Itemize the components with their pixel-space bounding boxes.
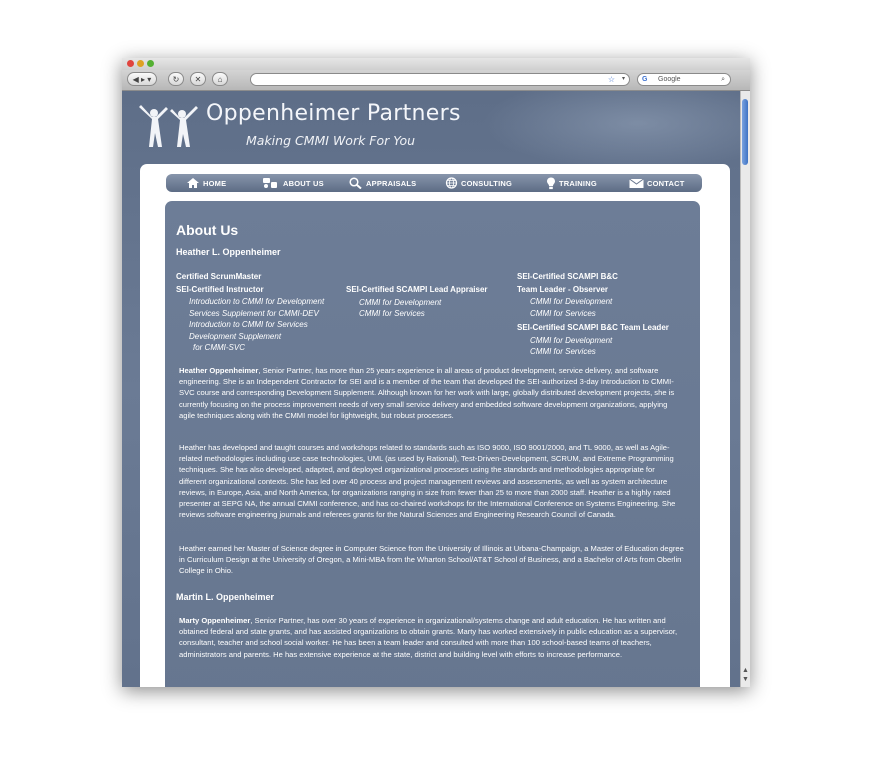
magnifier-small-icon[interactable]: ⌕ [721,76,725,83]
certifications-col-1 [176,271,346,354]
nav-about-us[interactable] [262,174,324,192]
minimize-window-button[interactable] [137,60,144,67]
magnifier-icon [349,177,363,189]
nav-home[interactable] [186,174,226,192]
cert-model-item: CMMI for Development [359,297,442,307]
globe-icon [445,177,458,189]
browser-toolbar [122,70,750,91]
cert-scampi-bc-leader: SEI-Certified SCAMPI B&C Team Leader [517,323,669,333]
nav-contact-label: CONTACT [647,178,685,188]
bio-text: , Senior Partner, has more than 25 years experience in all areas of product development, service delivery, and software engineering. She is an Independent Contractor for SEI and is a member of the team that developed the SEI-authorized 3-day Introduction to CMMI-SVC course and corresponding Development Supplement. Although known for her work with large, globally distributed development projects, she is currently focusing on the process improvement needs of very small service delivery and embedded software development organizations, applying agile techniques along with the CMMI model for lightweight, but robust processes. [179,366,675,420]
about-content [165,201,700,687]
nav-training-label: TRAINING [559,178,597,188]
page-heading: About Us [176,222,239,238]
logo-figures-icon [138,105,200,149]
search-field[interactable] [637,73,731,86]
home-button-icon[interactable]: ⌂ [212,72,228,86]
site-title: Oppenheimer Partners [206,101,461,126]
nav-home-label: HOME [203,178,227,188]
dropdown-icon[interactable]: ▾ [621,76,625,82]
nav-contact[interactable] [629,174,685,192]
page-container [140,164,730,687]
back-forward-buttons[interactable]: ◀ ▸ ▾ [127,72,157,86]
course-item: Development Supplement [189,331,282,341]
stop-icon[interactable]: ✕ [190,72,206,86]
zoom-window-button[interactable] [147,60,154,67]
course-item: for CMMI-SVC [193,343,245,353]
reload-icon[interactable]: ↻ [168,72,184,86]
world-map-decoration [482,91,740,171]
heather-bio-paragraph-2: Heather has developed and taught courses and workshops related to standards such as ISO 9000, ISO 9001/2000, and TL 9000, as well as Agile-related methodologies including use case technologies, UML (as used by Rational), Test-Driven-Development, SCRUM, and Extreme Programming techniques. She has also developed, adapted, and deployed organizational processes using the standards and methodologies appropriate for different organizational contexts. She has led over 40 process and project management reviews and assessments, as well as system architecture reviews, in Europe, Asia, and North America, for organizations ranging in size from fewer than 25 to more than 2000 staff. Heather is a highly rated presenter at SEPG NA, the annual CMMI conference, and has co-chaired workshops for the International Conference on Systems Engineering. She reviews software engineering journals and referees grants for the Natural Sciences and Engineering Research Council of Canada. [179,443,676,520]
heather-bio-paragraph-3: Heather earned her Master of Science degree in Computer Science from the University of Illinois at Urbana-Champaign, a Master of Education degree in Curriculum Design at the University of Oregon, a Mini-MBA from the Wharton School/AT&T School of Business, and a Bachelor of Arts from Oberlin College in Ohio. [179,544,684,576]
cert-model-item: CMMI for Services [530,308,596,318]
certifications-col-2 [346,284,521,320]
vertical-scrollbar[interactable] [740,91,750,687]
course-item: Services Supplement for CMMI-DEV [189,308,319,318]
scroll-up-arrow-icon[interactable]: ▲ [742,667,749,674]
main-nav [166,174,702,192]
nav-appraisals[interactable] [349,174,416,192]
course-item: Introduction to CMMI for Services [189,320,308,330]
martin-bio-paragraph-1 [179,615,684,660]
browser-window [122,58,750,687]
home-icon [186,177,200,189]
title-bar [122,58,750,70]
bio-lead-name: Marty Oppenheimer [179,616,251,625]
address-bar[interactable] [250,73,630,86]
page-viewport [122,91,740,687]
bio-lead-name: Heather Oppenheimer [179,366,259,375]
cert-lead-appraiser: SEI-Certified SCAMPI Lead Appraiser [346,285,488,294]
nav-training[interactable] [546,174,597,192]
scroll-down-arrow-icon[interactable]: ▼ [742,676,749,683]
close-window-button[interactable] [127,60,134,67]
bio-text: , Senior Partner, has over 30 years of experience in organizational/systems change and adult education. He has written and obtained federal and state grants, and has assisted organizations to obtain grants. Marty has worked extensively in public education as a supervisor, consultant, teacher and school social worker. He has been a team leader and consulted with more than 100 school-based teams of teachers, administrators and parents. He has extensive experience at the state, district and building level with efforts to increase performance. [179,616,678,659]
scrollbar-thumb[interactable] [742,99,748,165]
certifications-col-3 [517,271,697,358]
person-name-heather: Heather L. Oppenheimer [176,247,281,257]
person-name-martin: Martin L. Oppenheimer [176,592,275,602]
cert-model-item: CMMI for Services [359,309,425,319]
heather-bio-paragraph-1 [179,365,684,421]
lightbulb-icon [546,177,556,190]
cert-instructor: SEI-Certified Instructor [176,284,264,294]
google-icon: G [642,76,648,83]
cert-scrummaster: Certified ScrumMaster [176,272,262,281]
nav-about-us-label: ABOUT US [283,178,324,188]
site-tagline: Making CMMI Work For You [246,133,416,148]
cert-model-item: CMMI for Development [530,297,613,306]
people-icon [262,177,280,189]
bookmark-star-icon[interactable]: ☆ [607,75,615,84]
cert-model-item: CMMI for Development [530,335,613,345]
envelope-icon [629,178,644,189]
cert-scampi-bc-line1: SEI-Certified SCAMPI B&C [517,272,618,281]
cert-model-item: CMMI for Services [530,347,596,357]
course-item: Introduction to CMMI for Development [189,297,325,306]
nav-consulting[interactable] [445,174,512,192]
nav-appraisals-label: APPRAISALS [366,178,417,188]
cert-scampi-bc-line2: Team Leader - Observer [517,284,609,294]
nav-consulting-label: CONSULTING [461,178,513,188]
search-placeholder: Google [658,76,681,83]
